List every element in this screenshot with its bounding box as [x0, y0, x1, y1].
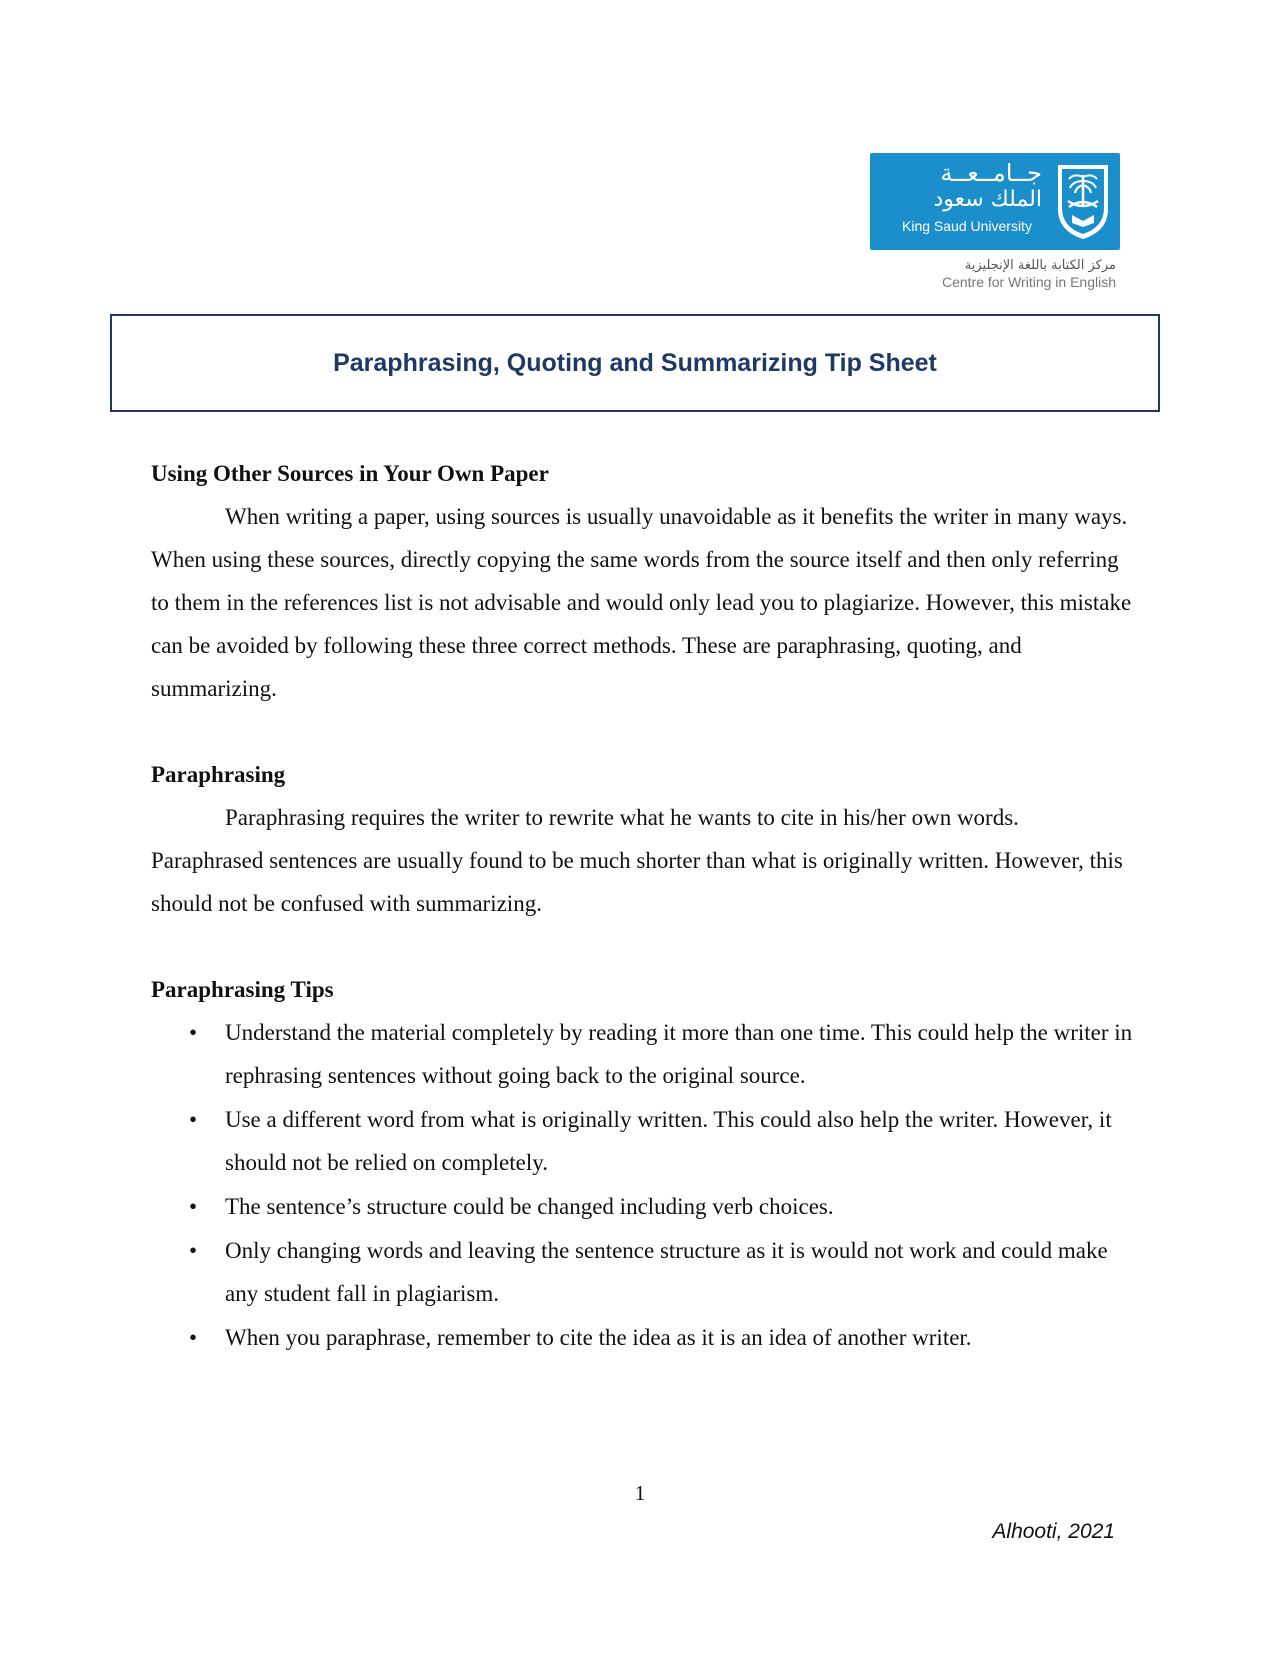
- logo-english-name: King Saud University: [902, 218, 1032, 234]
- bullet-icon: •: [189, 1020, 198, 1045]
- logo-arabic-line2: الملك سعود: [933, 187, 1042, 212]
- document-body: [151, 452, 1135, 1360]
- title-box: [110, 314, 1160, 412]
- tips-list: [151, 1011, 1135, 1359]
- paragraph-sources: When writing a paper, using sources is usually unavoidable as it benefits the writer in many ways. When using these sources, directly copying the same words from the source itself and then only referring to them in the references list is not advisable and would only lead you to plagiarize. However, this mistake can be avoided by following these three correct methods. These are paraphrasing, quoting, and summarizing.: [151, 504, 1132, 701]
- paragraph-paraphrasing: Paraphrasing requires the writer to rewrite what he wants to cite in his/her own words. Paraphrased sentences are usually found to be much shorter than what is originally written. However, this should not be confused with summarizing.: [151, 805, 1123, 916]
- list-item: • When you paraphrase, remember to cite the idea as it is an idea of another writer.: [151, 1316, 1135, 1359]
- logo-arabic-line1: جــامــعــة: [940, 159, 1042, 187]
- bullet-icon: •: [189, 1325, 198, 1350]
- bullet-icon: •: [189, 1107, 198, 1132]
- list-item: • Understand the material completely by reading it more than one time. This could help the writer in rephrasing sentences without going back to the original source.: [151, 1011, 1135, 1097]
- page-title: Paraphrasing, Quoting and Summarizing Tip Sheet: [333, 348, 937, 377]
- list-item: • Only changing words and leaving the sentence structure as it is would not work and could make any student fall in plagiarism.: [151, 1229, 1135, 1315]
- section-heading-sources: Using Other Sources in Your Own Paper: [151, 461, 549, 486]
- footer-author: Alhooti, 2021: [992, 1520, 1115, 1543]
- section-heading-tips: Paraphrasing Tips: [151, 977, 334, 1002]
- section-heading-paraphrasing: Paraphrasing: [151, 762, 286, 787]
- list-item: • The sentence’s structure could be changed including verb choices.: [151, 1185, 1135, 1228]
- centre-name-arabic: مركز الكتابة باللغة الإنجليزية: [964, 258, 1116, 273]
- logo-banner: [870, 153, 1120, 250]
- bullet-icon: •: [189, 1238, 198, 1263]
- centre-name-english: Centre for Writing in English: [941, 274, 1116, 290]
- bullet-icon: •: [189, 1194, 198, 1219]
- list-item: • Use a different word from what is originally written. This could also help the writer. However, it should not be relied on completely.: [151, 1098, 1135, 1184]
- university-logo: [870, 153, 1124, 290]
- page-number: 1: [634, 1481, 646, 1505]
- palm-swords-emblem-icon: [1054, 161, 1112, 241]
